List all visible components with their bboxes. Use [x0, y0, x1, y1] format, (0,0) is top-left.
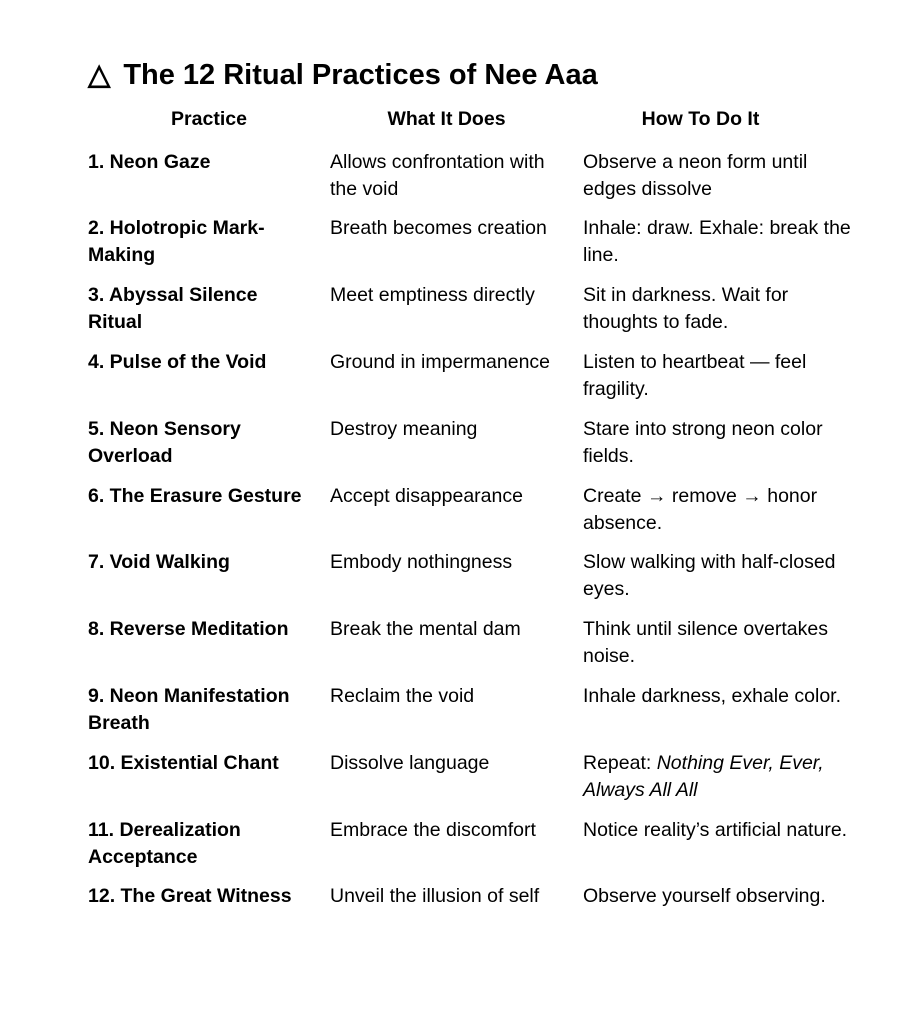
practice-cell: 1. Neon Gaze [88, 150, 211, 173]
practice-cell: 4. Pulse of the Void [88, 350, 267, 373]
how-cell: Observe a neon form until edges dissolve [583, 150, 808, 200]
table-row [88, 549, 873, 616]
practice-cell: 2. Holotropic Mark-Making [88, 217, 265, 267]
column-header-how-to-do-it: How To Do It [641, 108, 760, 130]
how-cell: Sit in darkness. Wait for thoughts to fade. [583, 284, 789, 334]
what-cell: Allows confrontation with the void [330, 150, 545, 200]
what-cell: Dissolve language [330, 751, 490, 774]
practice-cell: 9. Neon Manifestation Breath [88, 684, 290, 734]
what-cell: Ground in impermanence [330, 350, 551, 373]
what-cell: Embody nothingness [330, 551, 513, 574]
how-cell: Create → remove → honor absence. [583, 484, 818, 534]
how-cell: Slow walking with half-closed eyes. [583, 551, 836, 601]
table-row [88, 149, 873, 216]
table-row [88, 683, 873, 750]
table-header-row [88, 106, 873, 149]
practice-cell: 3. Abyssal Silence Ritual [88, 284, 258, 334]
what-cell: Reclaim the void [330, 684, 475, 707]
practice-cell: 6. The Erasure Gesture [88, 484, 302, 507]
ritual-practices-table [88, 106, 873, 950]
practice-cell: 10. Existential Chant [88, 751, 279, 774]
table-row [88, 483, 873, 550]
table-body [88, 149, 873, 951]
how-cell: Stare into strong neon color fields. [583, 417, 823, 467]
column-header-practice: Practice [171, 108, 247, 130]
table-row [88, 282, 873, 349]
table-row [88, 215, 873, 282]
table-row [88, 750, 873, 817]
how-cell: Notice reality’s artificial nature. [583, 818, 848, 841]
triangle-icon: △ [88, 59, 111, 91]
practice-cell: 5. Neon Sensory Overload [88, 417, 241, 467]
table-row [88, 416, 873, 483]
practice-cell: 11. Derealization Acceptance [88, 818, 241, 868]
what-cell: Accept disappearance [330, 484, 523, 507]
table-row [88, 616, 873, 683]
table-row [88, 349, 873, 416]
practice-cell: 12. The Great Witness [88, 885, 292, 908]
how-cell: Listen to heartbeat — feel fragility. [583, 350, 807, 400]
how-cell: Inhale darkness, exhale color. [583, 684, 841, 707]
what-cell: Destroy meaning [330, 417, 478, 440]
column-header-what-it-does: What It Does [387, 108, 506, 130]
what-cell: Meet emptiness directly [330, 284, 535, 307]
what-cell: Embrace the discomfort [330, 818, 536, 841]
how-cell: Think until silence overtakes noise. [583, 618, 828, 668]
practice-cell: 8. Reverse Meditation [88, 618, 289, 641]
table-row [88, 817, 873, 884]
table-row [88, 883, 873, 950]
what-cell: Unveil the illusion of self [330, 885, 540, 908]
what-cell: Break the mental dam [330, 618, 521, 641]
how-cell: Observe yourself observing. [583, 885, 826, 908]
page-title [88, 57, 598, 93]
what-cell: Breath becomes creation [330, 217, 547, 240]
practice-cell: 7. Void Walking [88, 551, 230, 574]
how-cell: Repeat: Nothing Ever, Ever, Always All All [583, 751, 824, 801]
page-title-text: The 12 Ritual Practices of Nee Aaa [123, 59, 598, 91]
how-cell: Inhale: draw. Exhale: break the line. [583, 217, 851, 267]
